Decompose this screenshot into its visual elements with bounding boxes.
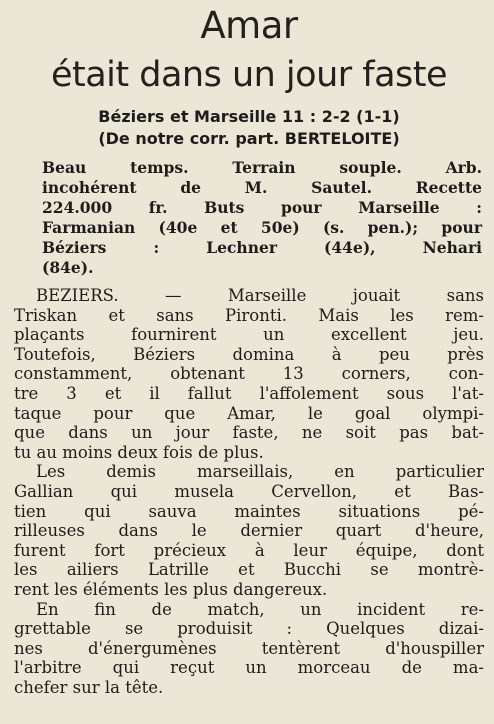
body-line: Triskan et sans Pironti. Mais les rem- — [14, 305, 484, 325]
body-line: tu au moins deux fois de plus. — [14, 442, 264, 462]
paragraph-3 — [14, 600, 484, 698]
body-line: rent les éléments les plus dangereux. — [14, 579, 328, 599]
body-line: grettable se produisit : Quelques dizai- — [14, 619, 484, 639]
body-line: En fin de match, un incident re- — [36, 599, 484, 619]
paragraph-2 — [14, 462, 484, 599]
body-line: que dans un jour faste, ne soit pas bat- — [14, 423, 484, 443]
body-line: plaçants fournirent un excellent jeu. — [14, 325, 484, 345]
summary-line: (84e). — [42, 258, 94, 277]
body-line: constamment, obtenant 13 corners, con- — [14, 364, 484, 384]
body-line: furent fort précieux à leur équipe, dont — [14, 540, 484, 560]
body-line: BEZIERS. — Marseille jouait sans — [36, 286, 484, 305]
summary-line: 224.000 fr. Buts pour Marseille : — [42, 198, 482, 217]
match-result-dateline: Béziers et Marseille 11 : 2-2 (1-1) — [98, 107, 400, 126]
headline-line-2: était dans un jour faste — [50, 55, 448, 95]
body-line: nes d'énergumènes tentèrent d'houspiller — [14, 638, 484, 658]
summary-line: incohérent de M. Sautel. Recette — [42, 178, 482, 197]
summary-line: Farmanian (40e et 50e) (s. pen.); pour — [42, 218, 482, 237]
body-line: rilleuses dans le dernier quart d'heure, — [14, 521, 484, 541]
body-line: tre 3 et il fallut l'affolement sous l'at- — [14, 383, 484, 403]
correspondent-byline: (De notre corr. part. BERTELOITE) — [98, 129, 400, 148]
body-line: Toutefois, Béziers domina à peu près — [14, 344, 484, 364]
body-line: Gallian qui musela Cervellon, et Bas- — [14, 481, 484, 501]
paragraph-1 — [14, 286, 484, 462]
headline-line-1: Amar — [200, 4, 298, 47]
summary-line: Beau temps. Terrain souple. Arb. — [42, 158, 482, 177]
article-body — [14, 286, 484, 697]
body-line: taque pour que Amar, le goal olympi- — [14, 403, 484, 423]
body-line: l'arbitre qui reçut un morceau de ma- — [14, 658, 484, 678]
body-line: les ailiers Latrille et Bucchi se montrè- — [14, 560, 484, 580]
body-line: chefer sur la tête. — [14, 677, 164, 697]
body-line: tien qui sauva maintes situations pé- — [14, 501, 484, 521]
body-line: Les demis marseillais, en particulier — [36, 462, 484, 482]
match-summary — [42, 158, 482, 278]
summary-line: Béziers : Lechner (44e), Nehari — [42, 238, 482, 257]
